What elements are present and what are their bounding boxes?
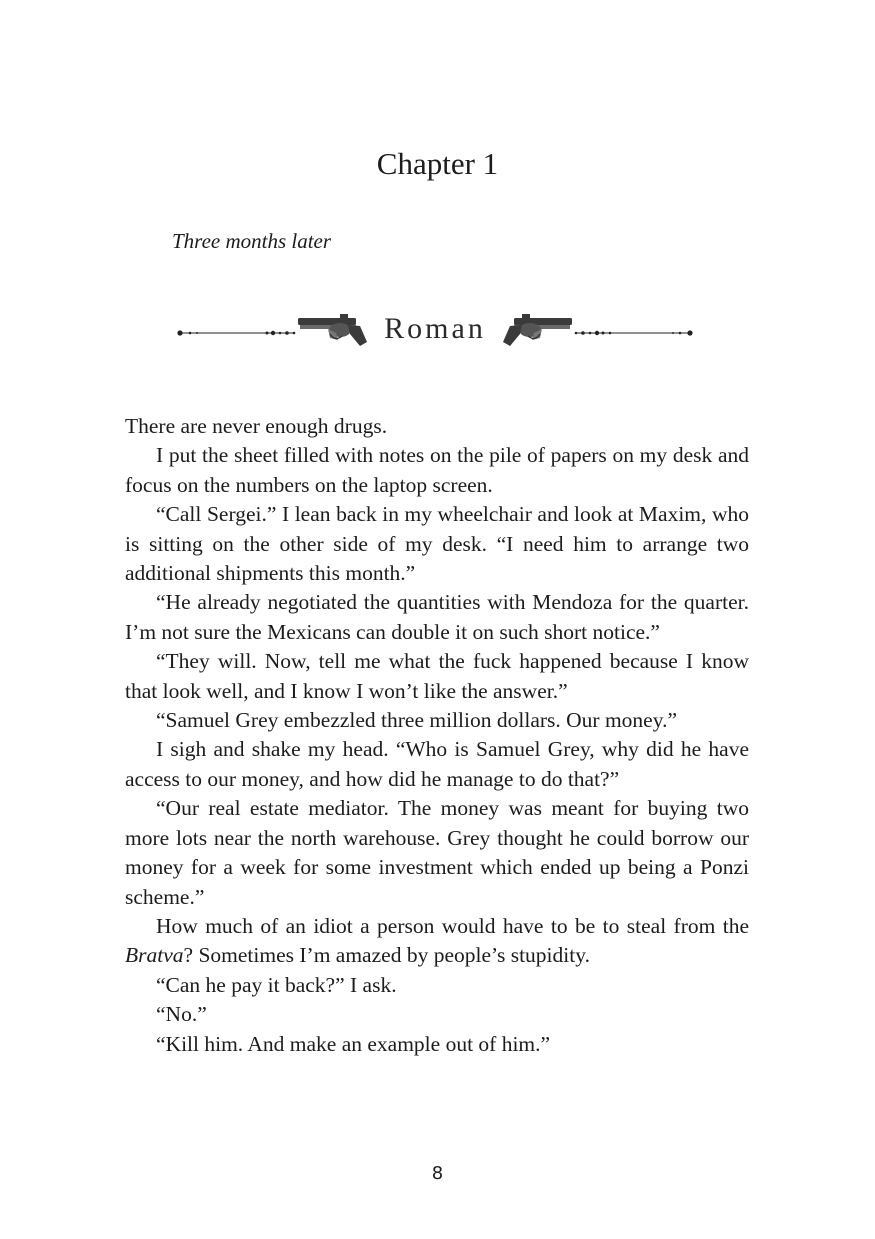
paragraph: “Call Sergei.” I lean back in my wheelchair and look at Maxim, who is sitting on the other side of my desk. “I need him to arrange two additional shipments this month.” bbox=[125, 502, 749, 586]
paragraph: “Kill him. And make an example out of him.” bbox=[156, 1031, 551, 1056]
time-note: Three months later bbox=[172, 229, 332, 253]
pov-character-name: Roman bbox=[384, 312, 486, 345]
paragraph: There are never enough drugs. bbox=[125, 414, 388, 438]
paragraph: “He already negotiated the quantities with Mendoza for the quarter. I’m not sure the Mexicans can double it on such short notice.” bbox=[125, 590, 749, 644]
paragraph: “Samuel Grey embezzled three million dollars. Our money.” bbox=[156, 708, 677, 733]
paragraph: How much of an idiot a person would have to be to steal from the Bratva? Sometimes I’m amazed by people’s stupidity. bbox=[125, 913, 749, 968]
paragraph: I put the sheet filled with notes on the pile of papers on my desk and focus on the numbers on the laptop screen. bbox=[125, 443, 749, 497]
chapter-title: Chapter 1 bbox=[376, 146, 499, 181]
paragraph: “Can he pay it back?” I ask. bbox=[156, 972, 397, 997]
chapter-body bbox=[125, 412, 749, 1059]
page-number: 8 bbox=[431, 1163, 444, 1184]
paragraph: “No.” bbox=[156, 1002, 207, 1027]
paragraph: “Our real estate mediator. The money was meant for buying two more lots near the north warehouse. Grey thought he could borrow our money for a week for some investment which ended up being a Ponzi scheme.” bbox=[125, 796, 749, 909]
emphasis: Bratva bbox=[125, 943, 184, 968]
paragraph: “They will. Now, tell me what the fuck happened because I know that look well, and I know I won’t like the answer.” bbox=[125, 649, 749, 703]
paragraph: I sigh and shake my head. “Who is Samuel Grey, why did he have access to our money, and how did he manage to do that?” bbox=[125, 737, 749, 791]
pov-header bbox=[170, 306, 700, 352]
